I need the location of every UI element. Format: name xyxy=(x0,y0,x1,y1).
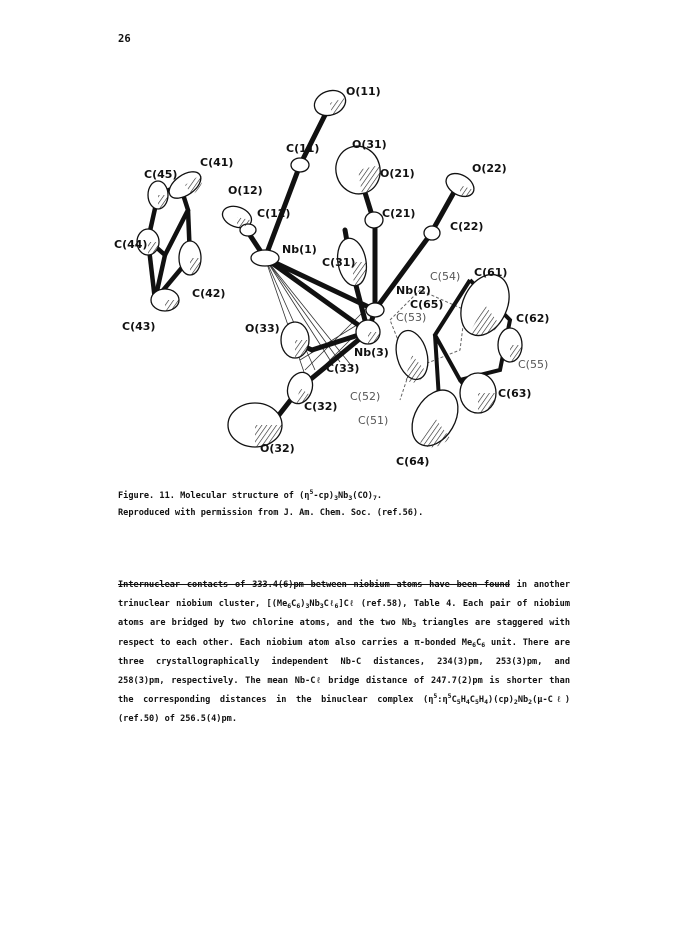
page-number: 26 xyxy=(118,33,131,45)
caption-text: (CO) xyxy=(352,491,373,501)
label-c12: C(12) xyxy=(257,207,291,220)
body-sub: 6 xyxy=(334,602,339,611)
body-sub: 2 xyxy=(513,698,518,707)
label-o22: O(22) xyxy=(472,162,507,175)
figure-caption xyxy=(118,488,588,522)
body-text: Nb xyxy=(309,599,320,610)
label-c43: C(43) xyxy=(122,320,156,333)
label-nb2: Nb(2) xyxy=(396,284,431,297)
body-text: Nb xyxy=(517,695,529,706)
body-sub: 2 xyxy=(528,698,533,707)
label-c33: C(33) xyxy=(326,362,360,375)
body-sub: 6 xyxy=(481,640,486,649)
caption-sub: 3 xyxy=(348,494,353,502)
body-text: )(cp) xyxy=(488,695,514,706)
label-c45: C(45) xyxy=(144,168,178,181)
body-text: in another trinuclear niobium cluster, [(Me xyxy=(118,580,570,610)
caption-line-1 xyxy=(118,488,588,505)
body-text: Cℓ xyxy=(323,599,335,610)
label-o12: O(12) xyxy=(228,184,263,197)
body-sup: 5 xyxy=(433,692,438,701)
body-text: C xyxy=(469,695,475,706)
label-c63: C(63) xyxy=(498,387,532,400)
body-text: C xyxy=(291,599,297,610)
caption-text: Nb xyxy=(337,491,349,501)
body-text: H xyxy=(478,695,485,706)
label-o31: O(31) xyxy=(352,138,387,151)
body-sub: 3 xyxy=(305,602,310,611)
body-sub: 6 xyxy=(472,640,477,649)
label-c64: C(64) xyxy=(396,455,430,468)
label-c51: C(51) xyxy=(358,414,389,427)
label-o21: O(21) xyxy=(380,167,415,180)
body-text: triangles are staggered with respect to each other. Each niobium atom also carries a π-bonded Me xyxy=(118,618,570,648)
body-text: H xyxy=(460,695,466,706)
label-c61: C(61) xyxy=(474,266,508,279)
label-c32: C(32) xyxy=(304,400,338,413)
label-c22: C(22) xyxy=(450,220,484,233)
body-sup: 5 xyxy=(447,692,452,701)
caption-text: Figure. 11. Molecular structure of (η xyxy=(118,491,310,501)
body-sub: 6 xyxy=(296,602,301,611)
body-sub: 3 xyxy=(319,602,324,611)
struck-text: Internuclear contacts of 333.4(6)pm between niobium atoms have been found xyxy=(118,580,510,590)
body-sub: 5 xyxy=(456,698,461,707)
label-c53: C(53) xyxy=(396,311,427,324)
body-text: ) xyxy=(300,599,306,610)
body-sub: 4 xyxy=(465,698,470,707)
body-text: C xyxy=(451,695,457,706)
label-c62: C(62) xyxy=(516,312,550,325)
body-text: ]Cℓ (ref.58), Table 4. Each pair of niobium atoms are bridged by two chlorine atoms, and the two Nb xyxy=(118,599,570,629)
molecular-structure-figure xyxy=(100,70,580,480)
label-c55: C(55) xyxy=(518,358,549,371)
caption-sup: 5 xyxy=(309,488,314,496)
caption-text: . xyxy=(376,491,383,501)
ortep-drawing xyxy=(100,70,580,480)
label-nb1: Nb(1) xyxy=(282,243,317,256)
label-c31: C(31) xyxy=(322,256,356,269)
label-o11: O(11) xyxy=(346,85,381,98)
label-c65: C(65) xyxy=(410,298,444,311)
body-sub: 4 xyxy=(484,698,489,707)
body-text: unit. There are three crystallographically independent Nb-C distances, 234(3)pm, 253(3)pm, and 258(3)pm, respectively. The mean Nb-Cℓ bridge distance of 247.7(2)pm is shorter than the corresponding distances in the binuclear complex (η xyxy=(118,637,570,706)
label-c21: C(21) xyxy=(382,207,416,220)
body-sub: 6 xyxy=(287,602,292,611)
caption-sub: 7 xyxy=(372,494,377,502)
body-text: C xyxy=(476,637,482,648)
caption-sub: 3 xyxy=(334,494,338,502)
label-c42: C(42) xyxy=(192,287,226,300)
label-c54: C(54) xyxy=(430,270,461,283)
body-paragraph xyxy=(118,576,570,730)
label-c52: C(52) xyxy=(350,390,381,403)
body-sub: 5 xyxy=(474,698,479,707)
label-o32: O(32) xyxy=(260,442,295,455)
body-text: :η xyxy=(437,695,448,706)
label-c41: C(41) xyxy=(200,156,234,169)
label-c11: C(11) xyxy=(286,142,320,155)
label-c44: C(44) xyxy=(114,238,148,251)
caption-text: -cp) xyxy=(313,491,335,501)
label-nb3: Nb(3) xyxy=(354,346,389,359)
label-o33: O(33) xyxy=(245,322,280,335)
body-text: (μ-Cℓ) (ref.50) of 256.5(4)pm. xyxy=(118,695,570,725)
caption-line-2: Reproduced with permission from J. Am. Chem. Soc. (ref.56). xyxy=(118,508,424,518)
body-sub: 3 xyxy=(412,621,417,630)
